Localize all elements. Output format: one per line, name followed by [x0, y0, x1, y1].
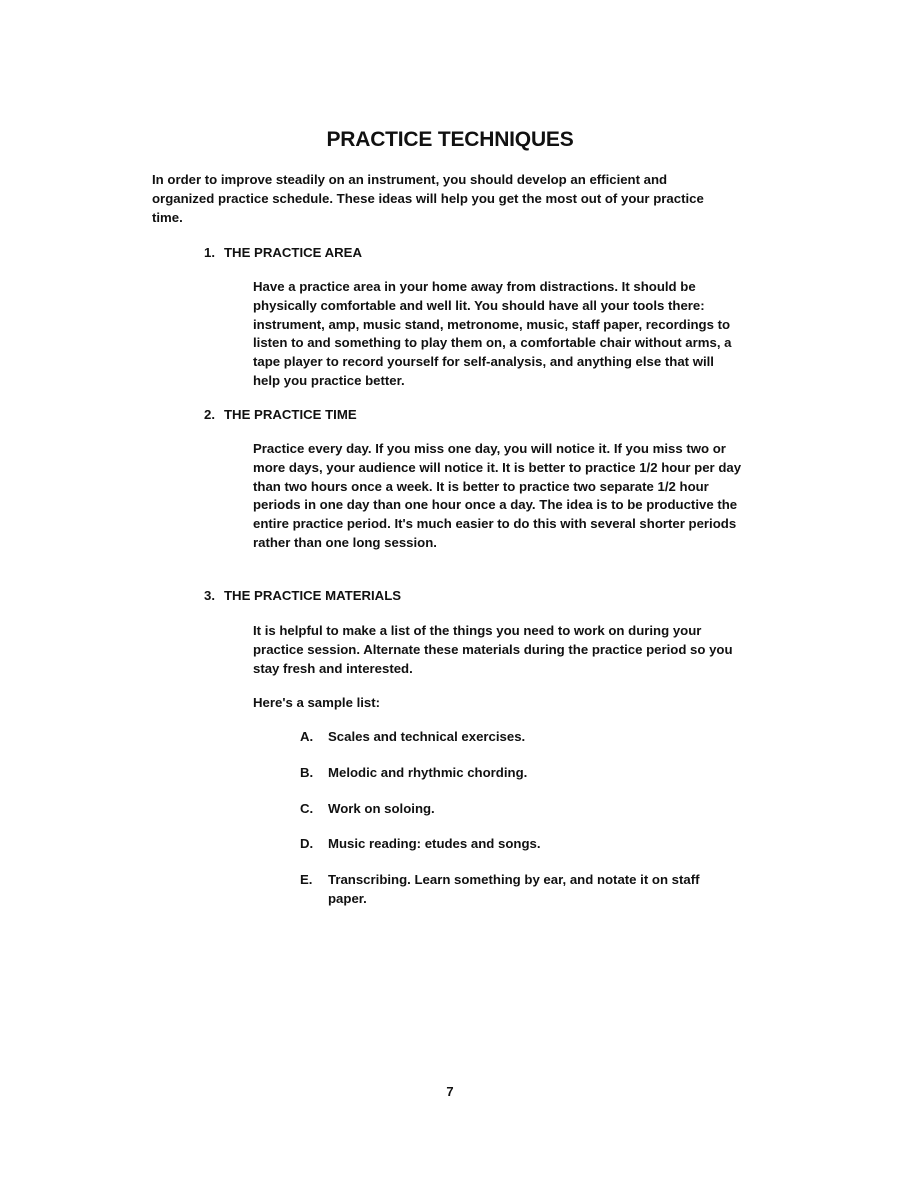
- list-item: [300, 871, 730, 909]
- list-item-text: Music reading: etudes and songs.: [328, 836, 541, 852]
- section-title: THE PRACTICE AREA: [224, 245, 362, 260]
- list-item-text: Melodic and rhythmic chording.: [328, 764, 528, 780]
- section-title: THE PRACTICE MATERIALS: [224, 588, 402, 603]
- sample-list-intro: Here's a sample list:: [253, 695, 381, 710]
- section-heading-practice-materials: [204, 586, 401, 605]
- list-item-text: Work on soloing.: [328, 800, 435, 816]
- list-item-text: Transcribing. Learn something by ear, and notate it on staff paper.: [328, 872, 700, 906]
- sample-list: [300, 728, 730, 926]
- page-title: PRACTICE TECHNIQUES: [326, 128, 574, 151]
- list-item-text: Scales and technical exercises.: [328, 729, 526, 744]
- list-item-letter: A.: [300, 729, 314, 744]
- section-number: 2.: [204, 407, 215, 422]
- section-number: 3.: [204, 588, 215, 603]
- list-item-letter: E.: [300, 872, 313, 888]
- section-heading-practice-time: [204, 405, 357, 424]
- section-number: 1.: [204, 245, 215, 260]
- list-item-letter: B.: [300, 764, 314, 780]
- intro-paragraph: In order to improve steadily on an instrument, you should develop an efficient and organized practice schedule. These ideas will help you get the most out of your practice time.: [152, 172, 704, 225]
- page-number: 7: [446, 1084, 454, 1099]
- list-item: [300, 728, 730, 747]
- section-body-practice-area: Have a practice area in your home away from distractions. It should be physically comfortable and well lit. You should have all your tools there: instrument, amp, music stand, metronome, music, staff paper, recordings to listen to and something to play them on, a comfortable chair without arms, a tape player to record yourself for self-analysis, and anything else that will help you practice better.: [253, 279, 732, 388]
- section-title: THE PRACTICE TIME: [224, 407, 357, 422]
- section-body-practice-time: Practice every day. If you miss one day, you will notice it. If you miss two or more days, your audience will notice it. It is better to practice 1/2 hour per day than two hours once a week. It is better to practice two separate 1/2 hour periods in one day than one hour once a day. The idea is to be productive the entire practice period. It's much easier to do this with several shorter periods rather than one long session.: [253, 441, 742, 550]
- list-item: [300, 764, 730, 783]
- list-item-letter: C.: [300, 800, 314, 816]
- section-heading-practice-area: [204, 243, 362, 262]
- list-item-letter: D.: [300, 836, 314, 852]
- list-item: [300, 800, 730, 819]
- section-body-practice-materials: It is helpful to make a list of the things you need to work on during your practice session. Alternate these materials during the practice period so you stay fresh and interested.: [253, 623, 733, 676]
- list-item: [300, 835, 730, 854]
